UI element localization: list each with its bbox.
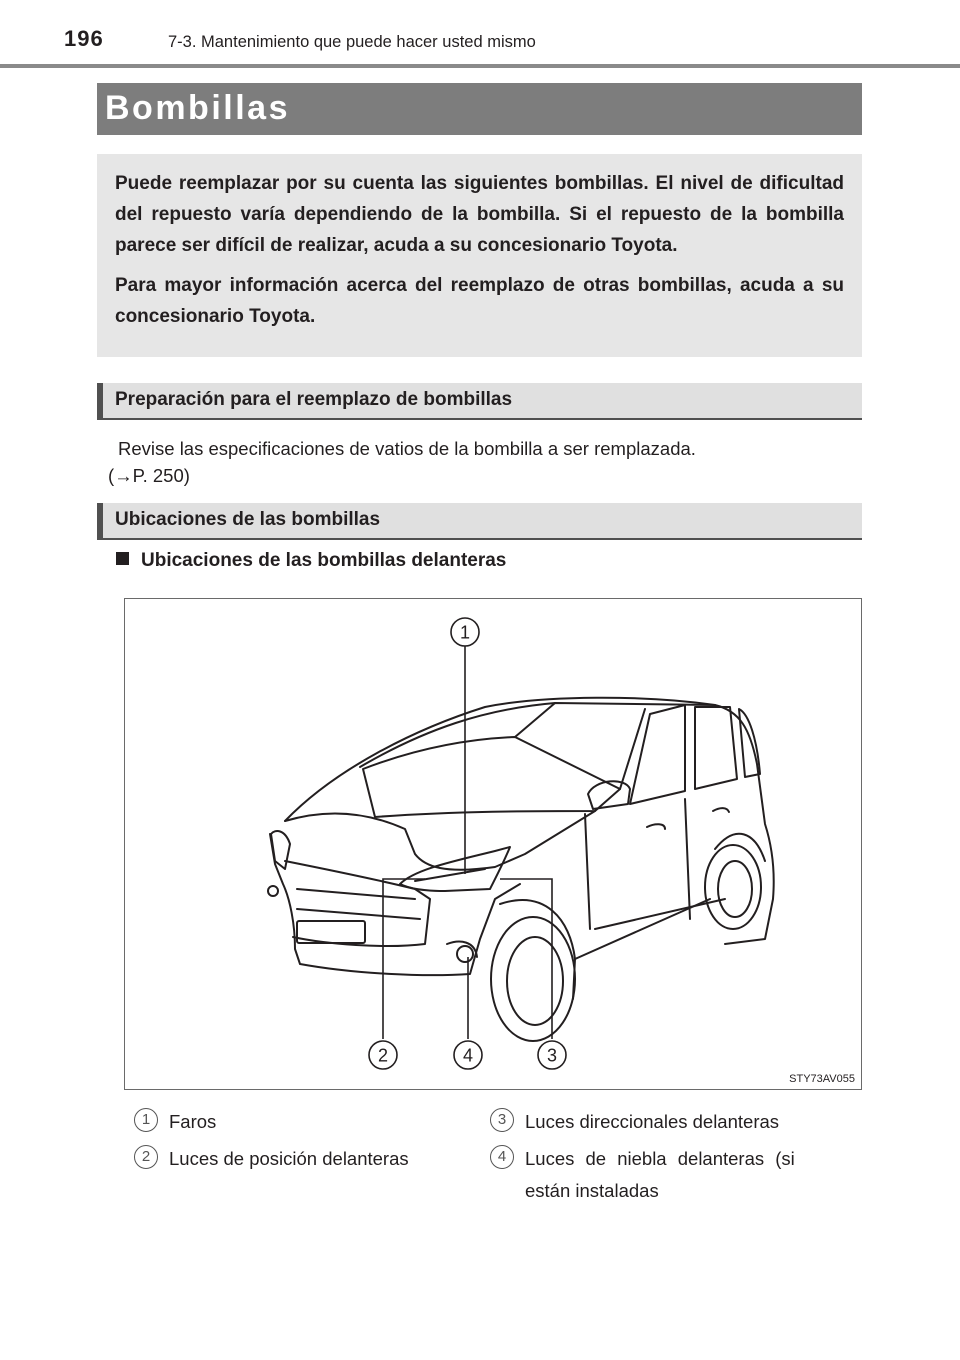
running-header: 7-3. Mantenimiento que puede hacer usted mismo: [168, 33, 536, 51]
subheading: [116, 550, 506, 572]
subheading-label: Ubicaciones de las bombillas delanteras: [141, 550, 507, 571]
legend-number: 4: [490, 1145, 514, 1169]
body-text: Revise las especificaciones de vatios de la bombilla a ser remplazada.: [118, 438, 696, 459]
section-heading-label: Preparación para el reemplazo de bombillas: [115, 389, 513, 410]
callout-4: [454, 1041, 482, 1069]
header-rule: [0, 64, 960, 68]
callout-line-3: [500, 879, 552, 1039]
legend-label-line-1: Luces de niebla delanteras (si: [525, 1148, 795, 1169]
side-window-middle: [695, 707, 737, 789]
legend-label-line-2: están instaladas: [525, 1180, 659, 1201]
intro-paragraph-2: Para mayor información acerca del reemplazo de otras bombillas, acuda a su concesionario Toyota.: [115, 275, 844, 327]
right-fog-lamp: [457, 946, 473, 962]
legend-number: 3: [490, 1108, 514, 1132]
legend-label: Luces direccionales delanteras: [525, 1111, 780, 1132]
title-bar: [97, 83, 862, 135]
intro-box: [97, 154, 862, 357]
legend-number: 2: [134, 1145, 158, 1169]
section-heading-label: Ubicaciones de las bombillas: [115, 509, 381, 530]
section-heading-preparation: [97, 383, 862, 420]
svg-text:1: 1: [459, 622, 471, 643]
car-body-outline: [285, 698, 774, 944]
callout-1: [451, 618, 479, 646]
svg-text:3: 3: [546, 1045, 558, 1066]
left-fog-lamp: [268, 886, 278, 896]
page-title: Bombillas: [105, 89, 290, 127]
hood: [285, 811, 595, 870]
callout-2: [369, 1041, 397, 1069]
left-headlamp: [271, 831, 290, 869]
legend-label: Luces de posición delanteras: [169, 1148, 409, 1169]
callout-3: [538, 1041, 566, 1069]
side-window-front: [630, 705, 685, 804]
section-heading-locations: [97, 503, 862, 540]
windshield: [363, 737, 620, 817]
svg-text:4: 4: [462, 1045, 474, 1066]
figure-code: STY73AV055: [789, 1073, 855, 1085]
grille: [285, 861, 430, 946]
car-illustration: [124, 598, 862, 1090]
square-bullet-icon: [116, 552, 129, 565]
legend-label: Faros: [169, 1111, 217, 1132]
callout-line-2: [383, 879, 425, 1039]
legend-number: 1: [134, 1108, 158, 1132]
side-mirror: [588, 781, 630, 809]
page-reference: (→P. 250): [108, 465, 190, 486]
svg-text:2: 2: [377, 1045, 389, 1066]
page-number: 196: [64, 26, 104, 51]
car-drawing: [125, 599, 863, 1091]
front-fascia: [270, 834, 520, 975]
intro-paragraph-1: Puede reemplazar por su cuenta las siguientes bombillas. El nivel de dificultad del repuesto varía dependiendo de la bombilla. Si el repuesto de la bombilla parece ser difícil de realizar, acuda a su concesionario Toyota.: [115, 173, 844, 256]
